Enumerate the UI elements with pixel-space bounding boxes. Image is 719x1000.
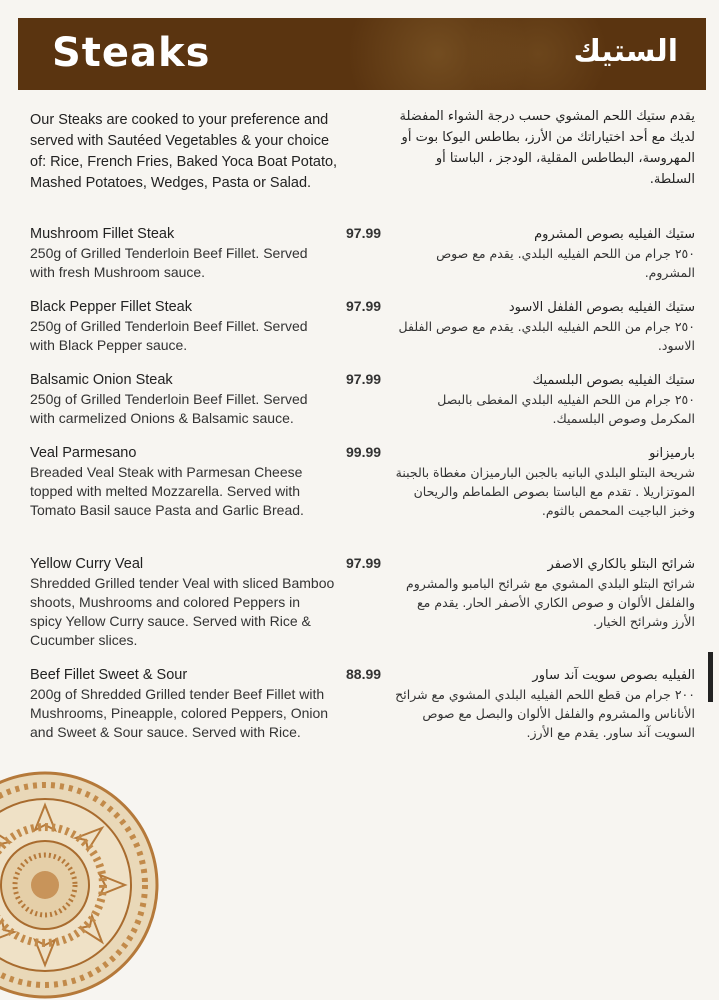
item-desc-en: Shredded Grilled tender Veal with sliced Bamboo shoots, Mushrooms and colored Peppers in spicy Yellow Curry sauce. Served with Rice & Cucumber slices. (30, 575, 335, 648)
section-title-ar: الستيك (573, 34, 678, 69)
item-desc-ar: ٢٥٠ جرام من اللحم الفيليه البلدي المغطى بالبصل المكرمل وصوص البلسميك. (437, 392, 695, 426)
item-name-ar: ستيك الفيليه بصوص الفلفل الاسود (508, 300, 695, 315)
item-price: 97.99 (346, 225, 382, 241)
item-desc-ar: ٢٥٠ جرام من اللحم الفيليه البلدي. يقدم مع صوص الفلفل الاسود. (398, 319, 695, 353)
item-desc-ar: شرائح البتلو البلدي المشوي مع شرائح البامبو والمشروم والفلفل الألوان و صوص الكاري الأصفر الحار. يقدم مع الأرز وشرائح الخيار. (406, 576, 695, 629)
item-desc-en: Breaded Veal Steak with Parmesan Cheese topped with melted Mozzarella. Served with Tomato Basil sauce Pasta and Garlic Bread. (30, 464, 304, 518)
item-name-en: Balsamic Onion Steak (30, 372, 173, 388)
item-price: 97.99 (346, 298, 382, 314)
item-name-en: Black Pepper Fillet Steak (30, 299, 192, 315)
item-name-ar: شرائح البتلو بالكاري الاصفر (547, 557, 695, 572)
item-desc-en: 250g of Grilled Tenderloin Beef Fillet. Served with fresh Mushroom sauce. (30, 245, 308, 280)
item-price: 97.99 (346, 371, 382, 387)
intro-text-ar: يقدم ستيك اللحم المشوي حسب درجة الشواء المفضلة لديك مع أحد اختياراتك من الأرز، بطاطس اليوكا بوت أو المهروسة، البطاطس المقلية، الودجز ، الباستا أو السلطة. (399, 109, 695, 187)
item-price: 99.99 (346, 444, 382, 460)
page-edge-mark (708, 652, 713, 702)
item-name-ar: ستيك الفيليه بصوص المشروم (534, 227, 695, 242)
item-desc-en: 250g of Grilled Tenderloin Beef Fillet. Served with carmelized Onions & Balsamic sauce. (30, 391, 308, 426)
decorative-wheel-icon (0, 770, 160, 1000)
item-desc-ar: شريحة البتلو البلدي البانيه بالجبن البارميزان مغطاة بالجبنة الموتزاريلا . تقدم مع الباستا بصوص الطماطم والريحان وخبز الباجيت المحمص بالثوم. (395, 465, 695, 518)
item-name-en: Veal Parmesano (30, 445, 137, 461)
item-desc-en: 200g of Shredded Grilled tender Beef Fillet with Mushrooms, Pineapple, colored Peppers, Onion and Sweet & Sour sauce. Served with Rice. (30, 686, 329, 740)
item-name-ar: بارميزانو (649, 446, 695, 461)
item-name-en: Beef Fillet Sweet & Sour (30, 667, 188, 683)
item-price: 88.99 (346, 666, 382, 682)
section-header (18, 18, 706, 90)
section-title-en: Steaks (52, 30, 211, 76)
item-name-en: Yellow Curry Veal (30, 556, 144, 572)
item-name-ar: ستيك الفيليه بصوص البلسميك (532, 373, 695, 388)
item-name-en: Mushroom Fillet Steak (30, 226, 175, 242)
item-desc-ar: ٢٠٠ جرام من قطع اللحم الفيليه البلدي المشوي مع شرائح الأناناس والمشروم والفلفل الألوان والبصل مع صوص السويت آند ساور. يقدم مع الأرز. (395, 687, 695, 740)
intro-text-en: Our Steaks are cooked to your preference and served with Sautéed Vegetables & your choice of: Rice, French Fries, Baked Yoca Boat Potato, Mashed Potatoes, Wedges, Pasta or Salad. (30, 112, 338, 191)
item-desc-en: 250g of Grilled Tenderloin Beef Fillet. Served with Black Pepper sauce. (30, 318, 308, 353)
item-name-ar: الفيليه بصوص سويت آند ساور (532, 668, 695, 683)
item-price: 97.99 (346, 555, 382, 571)
item-desc-ar: ٢٥٠ جرام من اللحم الفيليه البلدي. يقدم مع صوص المشروم. (436, 246, 695, 280)
